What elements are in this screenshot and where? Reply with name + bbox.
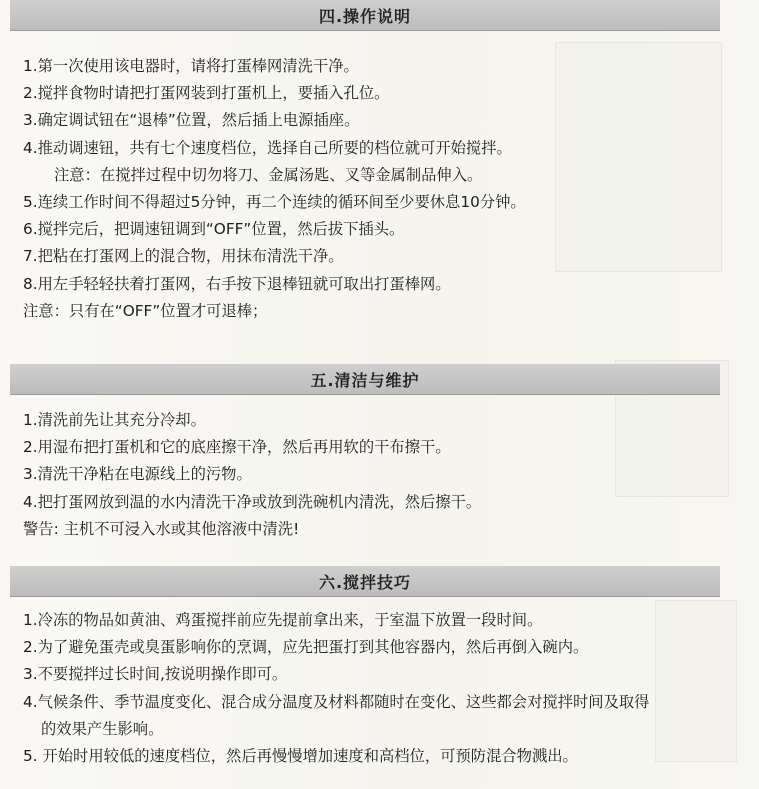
instruction-item: 7.把粘在打蛋网上的混合物，用抹布清洗干净。	[23, 247, 344, 266]
instruction-item: 8.用左手轻轻扶着打蛋网，右手按下退棒钮就可取出打蛋棒网。	[23, 274, 451, 293]
tip-item: 5. 开始时用较低的速度档位，然后再慢慢增加速度和高档位，可预防混合物溅出。	[23, 747, 578, 766]
instruction-item: 2.搅拌食物时请把打蛋网装到打蛋机上，要插入孔位。	[23, 84, 390, 103]
instruction-note: 注意：在搅拌过程中切勿将刀、金属汤匙、叉等金属制品伸入。	[54, 165, 483, 184]
instruction-item: 1.第一次使用该电器时，请将打蛋棒网清洗干净。	[23, 57, 359, 75]
section-title: 六.搅拌技巧	[318, 572, 412, 592]
tip-item: 1.冷冻的物品如黄油、鸡蛋搅拌前应先提前拿出来，于室温下放置一段时间。	[23, 611, 543, 629]
operation-instructions	[10, 31, 720, 325]
instruction-item: 6.搅拌完后，把调速钮调到“OFF”位置，然后拔下插头。	[23, 220, 405, 239]
warning-note: 警告: 主机不可浸入水或其他溶液中清洗!	[23, 519, 300, 538]
section-header	[10, 364, 720, 395]
section-title: 五.清洁与维护	[310, 370, 420, 390]
section-header	[10, 0, 720, 31]
instruction-item: 5.连续工作时间不得超过5分钟，再二个连续的循环间至少要休息10分钟。	[23, 193, 526, 212]
cleaning-item: 3.清洗干净粘在电源线上的污物。	[23, 465, 252, 484]
tip-item: 2.为了避免蛋壳或臭蛋影响你的烹调，应先把蛋打到其他容器内，然后再倒入碗内。	[23, 638, 589, 657]
cleaning-item: 2.用湿布把打蛋机和它的底座擦干净，然后再用软的干布擦干。	[23, 438, 451, 457]
cleaning-item: 4.把打蛋网放到温的水内清洗干净或放到洗碗机内清洗，然后擦干。	[23, 492, 482, 511]
mixing-tips-section	[10, 566, 720, 770]
tip-item: 4.气候条件、季节温度变化、混合成分温度及材料都随时在变化、这些都会对搅拌时间及取得	[23, 692, 650, 711]
tip-item-continuation: 的效果产生影响。	[41, 719, 164, 738]
operation-section	[10, 0, 720, 325]
instruction-item: 3.确定调试钮在“退棒”位置，然后插上电源插座。	[23, 111, 360, 130]
cleaning-item: 1.清洗前先让其充分冷却。	[23, 411, 206, 429]
section-header	[10, 566, 720, 597]
section-title: 四.操作说明	[318, 6, 412, 26]
tip-item: 3.不要搅拌过长时间,按说明操作即可。	[23, 665, 288, 684]
mixing-tips	[10, 597, 720, 770]
instruction-note: 注意：只有在“OFF”位置才可退棒；	[23, 301, 268, 320]
cleaning-maintenance-section	[10, 364, 720, 543]
instruction-item: 4.推动调速钮，共有七个速度档位，选择自己所要的档位就可开始搅拌。	[23, 138, 512, 157]
cleaning-instructions	[10, 395, 720, 543]
